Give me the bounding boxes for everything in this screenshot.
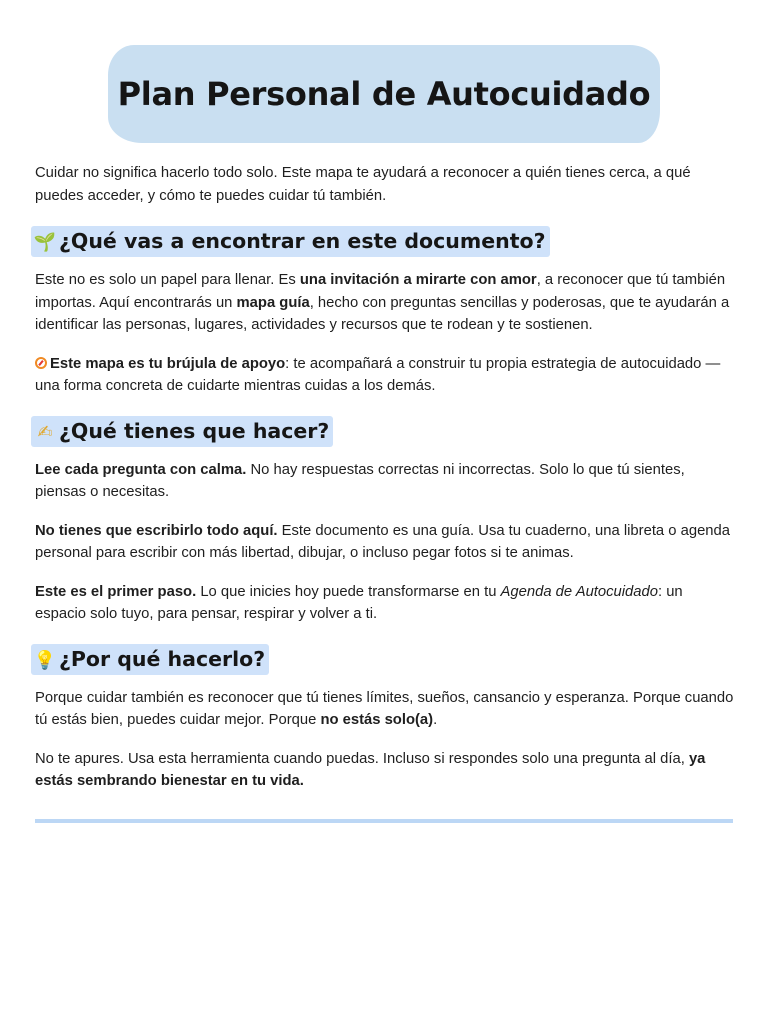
- text-run: Este documento es una guía. Usa tu cuaderno, una libreta o agenda personal para escribir con más libertad, dibujar, o incluso pegar fotos si te animas.: [35, 522, 730, 561]
- bold-run: ya estás sembrando bienestar en tu vida.: [35, 750, 706, 789]
- text-run: : te acompañará a construir tu propia estrategia de autocuidado —una forma concreta de cuidarte mientras cuidas a los demás.: [35, 355, 721, 394]
- bold-run: mapa guía: [236, 294, 310, 311]
- text-run: .: [433, 712, 438, 728]
- compass-icon: [35, 357, 47, 369]
- sprout-icon: 🌱: [33, 232, 57, 253]
- text-run: Porque cuidar también es reconocer que tú tienes límites, sueños, cansancio y esperanza. Porque cuando tú estás bien, puedes cuidar mejor. Porque: [35, 689, 734, 728]
- title-banner: [108, 45, 660, 143]
- text-run: : un espacio solo tuyo, para pensar, respirar y volver a ti.: [35, 583, 683, 622]
- section-2-paragraph-1: [35, 459, 735, 504]
- text-run: , a reconocer que tú también importas. Aquí encontrarás un: [35, 272, 726, 311]
- intro-paragraph: Cuidar no significa hacerlo todo solo. Este mapa te ayudará a reconocer a quién tienes cerca, a qué puedes acceder, y cómo te puedes cuidar tú también.: [35, 165, 691, 204]
- text-run: Este no es solo un papel para llenar. Es: [35, 272, 300, 288]
- bold-run: Este es el primer paso.: [35, 583, 197, 600]
- page-title: Plan Personal de Autocuidado: [117, 75, 651, 113]
- bold-run: No tienes que escribirlo todo aquí.: [35, 522, 278, 539]
- text-run: No te apures. Usa esta herramienta cuando puedas. Incluso si respondes solo una pregunta al día,: [35, 750, 689, 767]
- section-2-header-row: [35, 416, 735, 447]
- lightbulb-icon: 💡: [33, 649, 57, 671]
- bold-run: una invitación a mirarte con amor: [299, 272, 537, 288]
- document-body: [35, 162, 735, 793]
- section-3-paragraph-2: [35, 748, 735, 793]
- bottom-divider: [35, 819, 733, 823]
- section-1-heading-text: ¿Qué vas a encontrar en este documento?: [59, 229, 546, 253]
- section-3-heading-text: ¿Por qué hacerlo?: [59, 646, 266, 671]
- bold-run: no estás solo(a): [320, 712, 434, 728]
- section-1-heading: [31, 226, 550, 257]
- section-1-paragraph-2: [35, 353, 735, 398]
- section-3-heading: [31, 644, 269, 675]
- section-2-heading: [31, 416, 333, 447]
- italic-run: Agenda de Autocuidado: [500, 583, 658, 600]
- section-2-paragraph-2: [35, 520, 735, 565]
- text-run: , hecho con preguntas sencillas y poderosas, que te ayudarán a identificar las personas, lugares, actividades y recursos que te rodean y te sostienen.: [35, 294, 730, 333]
- pencil-writing-icon: ✍: [37, 421, 53, 443]
- bold-run: Lee cada pregunta con calma.: [35, 461, 247, 478]
- section-2-heading-text: ¿Qué tienes que hacer?: [59, 418, 330, 443]
- section-1-paragraph-1: [35, 269, 735, 337]
- text-run: No hay respuestas correctas ni incorrectas. Solo lo que tú sientes, piensas o necesitas.: [35, 461, 685, 500]
- bold-run: Este mapa es tu brújula de apoyo: [50, 355, 286, 372]
- text-run: Lo que inicies hoy puede transformarse en tu: [196, 583, 501, 600]
- section-3-paragraph-1: [35, 687, 735, 732]
- section-3-header-row: [35, 644, 735, 675]
- section-1-header-row: [35, 226, 735, 257]
- section-2-paragraph-3: [35, 581, 735, 626]
